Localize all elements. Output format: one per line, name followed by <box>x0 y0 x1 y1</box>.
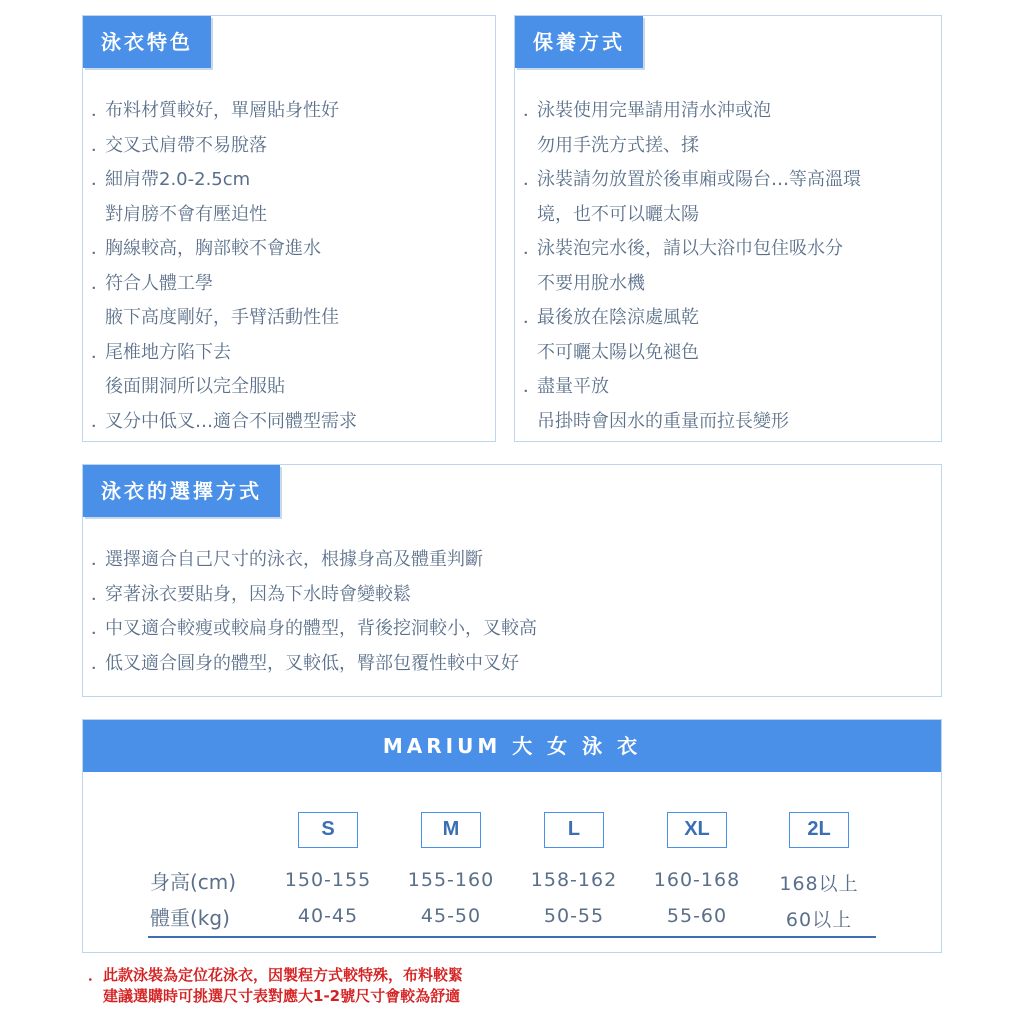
features-list-item <box>91 405 357 440</box>
care-list-item <box>523 301 861 336</box>
size-box-s: S <box>298 812 358 848</box>
bullet-dot: ． <box>91 341 109 363</box>
bullet-dot: ． <box>523 238 541 259</box>
care-list-item <box>523 267 861 302</box>
table-underline <box>148 936 876 938</box>
features-list-item <box>91 370 357 405</box>
bullet-dot: ． <box>91 238 109 259</box>
choose-title: 泳衣的選擇方式 <box>83 465 280 517</box>
care-list-item <box>523 198 861 233</box>
bullet-dot: ． <box>91 100 109 121</box>
features-item-text: 符合人體工學 <box>105 272 213 294</box>
size-box-m: M <box>421 812 481 848</box>
size-box-2l: 2L <box>789 812 849 848</box>
features-item-text: 胸線較高，胸部較不會進水 <box>105 238 321 259</box>
features-list-item <box>91 198 357 233</box>
features-list-item <box>91 301 357 336</box>
care-title: 保養方式 <box>515 16 643 68</box>
features-item-text: 細肩帶2.0-2.5cm <box>105 169 251 190</box>
choose-list-item <box>91 647 537 682</box>
weight-cell-xl: 55-60 <box>666 905 728 927</box>
features-list-item <box>91 336 357 371</box>
bullet-dot: ． <box>91 652 109 674</box>
weight-row-label: 體重(kg) <box>150 906 230 930</box>
note-line-1: ．此款泳裝為定位花泳衣，因製程方式較特殊，布料較緊 <box>88 966 464 984</box>
care-item-text: 境，也不可以曬太陽 <box>537 203 699 225</box>
choose-list <box>91 543 537 681</box>
care-list-item <box>523 370 861 405</box>
weight-cell-2l: 60以上 <box>785 909 853 931</box>
choose-panel <box>82 464 942 697</box>
care-item-text: 盡量平放 <box>537 376 609 397</box>
care-list-item <box>523 232 861 267</box>
choose-item-text: 穿著泳衣要貼身，因為下水時會變較鬆 <box>105 583 411 605</box>
bullet-dot: ． <box>91 583 109 605</box>
features-item-text: 後面開洞所以完全服貼 <box>105 376 285 397</box>
care-item-text: 泳裝泡完水後，請以大浴巾包住吸水分 <box>537 238 843 259</box>
care-panel <box>514 15 942 442</box>
bullet-dot: ． <box>523 376 541 397</box>
care-item-text: 吊掛時會因水的重量而拉長變形 <box>537 410 789 432</box>
weight-cell-s: 40-45 <box>297 905 359 927</box>
size-box-l: L <box>544 812 604 848</box>
features-list-item <box>91 163 357 198</box>
height-cell-s: 150-155 <box>284 869 372 891</box>
bullet-dot: ． <box>523 307 541 328</box>
size-chart-title: MARIUM 大 女 泳 衣 <box>83 720 941 772</box>
care-item-text: 不要用脫水機 <box>537 272 645 294</box>
features-item-text: 叉分中低叉…適合不同體型需求 <box>105 410 357 432</box>
care-list-item <box>523 163 861 198</box>
bullet-dot: ． <box>91 549 109 570</box>
features-title: 泳衣特色 <box>83 16 211 68</box>
weight-cell-m: 45-50 <box>420 905 482 927</box>
care-item-text: 不可曬太陽以免褪色 <box>537 341 699 363</box>
bullet-dot: ． <box>91 169 109 190</box>
care-item-text: 泳裝請勿放置於後車廂或陽台…等高溫環 <box>537 169 861 190</box>
bullet-dot: ． <box>91 618 109 639</box>
bullet-dot: ． <box>523 169 541 190</box>
features-list-item <box>91 267 357 302</box>
weight-cell-l: 50-55 <box>543 905 605 927</box>
height-cell-l: 158-162 <box>530 869 618 891</box>
choose-item-text: 低叉適合圓身的體型，叉較低，臀部包覆性較中叉好 <box>105 652 519 674</box>
choose-list-item <box>91 578 537 613</box>
care-list-item <box>523 94 861 129</box>
features-list-item <box>91 94 357 129</box>
bullet-dot: ． <box>91 410 109 432</box>
height-cell-xl: 160-168 <box>653 869 741 891</box>
care-item-text: 泳裝使用完畢請用清水沖或泡 <box>537 100 771 121</box>
features-item-text: 腋下高度剛好，手臂活動性佳 <box>105 307 339 328</box>
care-item-text: 最後放在陰涼處風乾 <box>537 307 699 328</box>
care-list-item <box>523 405 861 440</box>
care-list <box>523 94 861 439</box>
note-line-2: 建議選購時可挑選尺寸表對應大1-2號尺寸會較為舒適 <box>103 987 461 1005</box>
bullet-dot: ． <box>91 134 109 156</box>
height-row-label: 身高(cm) <box>150 870 237 894</box>
features-item-text: 布料材質較好，單層貼身性好 <box>105 100 339 121</box>
care-item-text: 勿用手洗方式搓、揉 <box>537 134 699 156</box>
height-cell-2l: 168以上 <box>779 873 859 895</box>
bullet-dot: ． <box>523 100 541 121</box>
height-cell-m: 155-160 <box>407 869 495 891</box>
features-list-item <box>91 129 357 164</box>
size-box-xl: XL <box>667 812 727 848</box>
care-list-item <box>523 336 861 371</box>
choose-item-text: 中叉適合較瘦或較扁身的體型，背後挖洞較小，叉較高 <box>105 618 537 639</box>
bullet-dot: ． <box>91 272 109 294</box>
features-panel <box>82 15 496 442</box>
choose-list-item <box>91 543 537 578</box>
features-item-text: 對肩膀不會有壓迫性 <box>105 203 267 225</box>
features-item-text: 交叉式肩帶不易脫落 <box>105 134 267 156</box>
choose-list-item <box>91 612 537 647</box>
features-list <box>91 94 357 439</box>
care-list-item <box>523 129 861 164</box>
features-list-item <box>91 232 357 267</box>
choose-item-text: 選擇適合自己尺寸的泳衣，根據身高及體重判斷 <box>105 549 483 570</box>
features-item-text: 尾椎地方陷下去 <box>105 341 231 363</box>
